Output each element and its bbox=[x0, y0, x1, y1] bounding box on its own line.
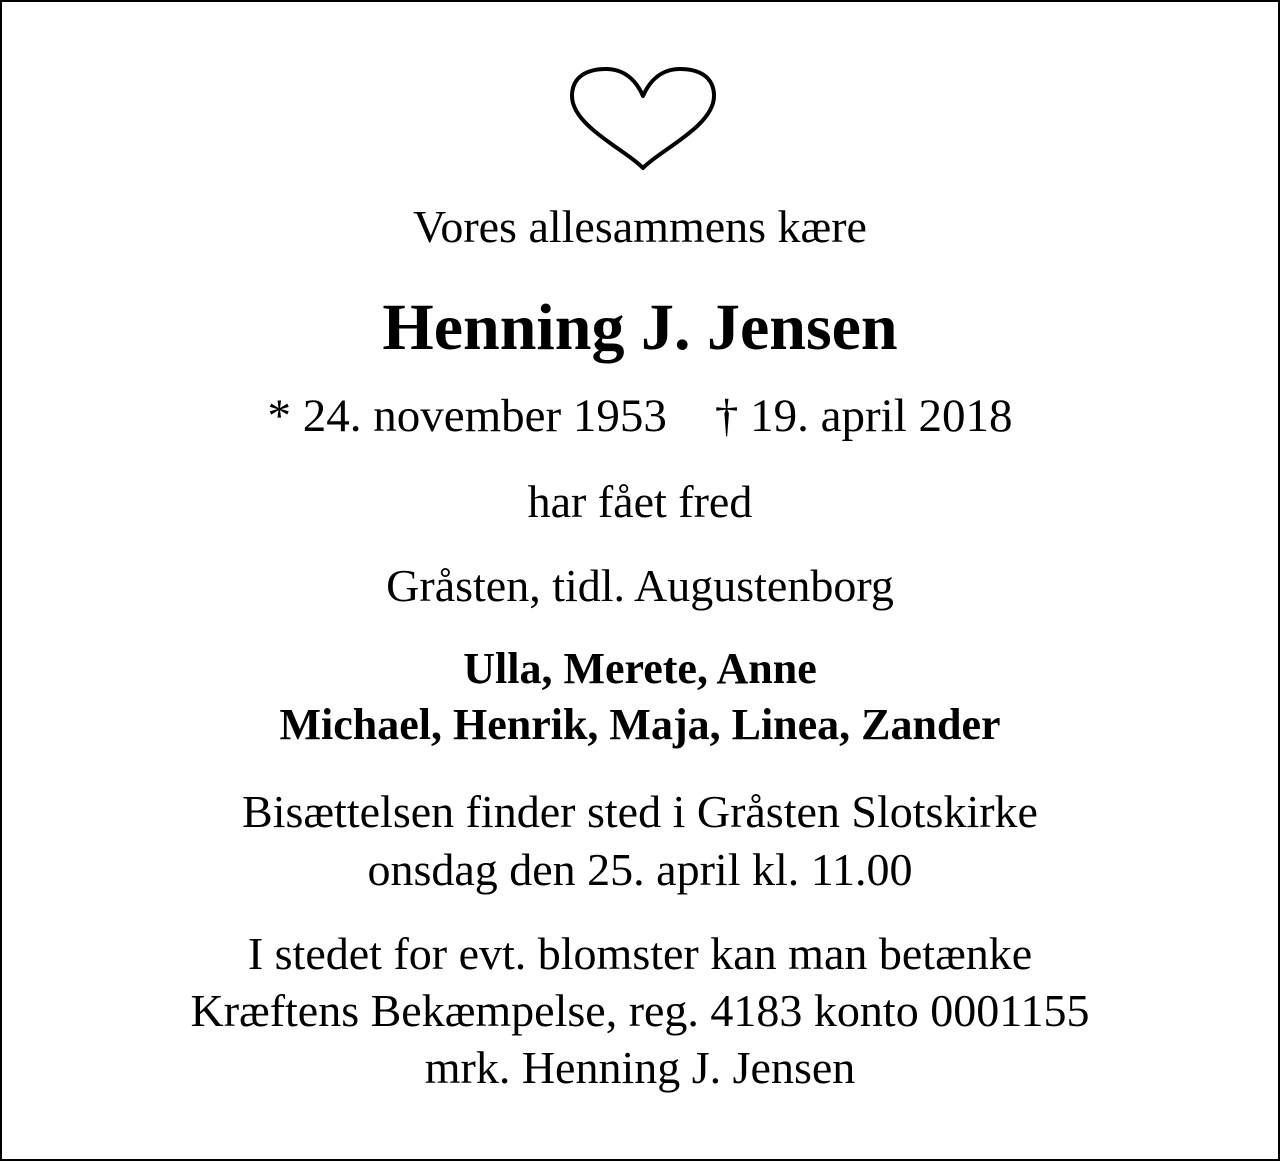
life-dates bbox=[2, 390, 1278, 442]
donation-info-line: mrk. Henning J. Jensen bbox=[424, 1042, 856, 1093]
passing-phrase: har fået fred bbox=[527, 476, 753, 527]
birth-date: * 24. november 1953 bbox=[267, 390, 667, 442]
heart-outline-icon bbox=[568, 66, 718, 176]
death-date: † 19. april 2018 bbox=[714, 390, 1013, 442]
funeral-info-line: Bisættelsen finder sted i Gråsten Slotskirke bbox=[242, 786, 1038, 837]
deceased-name: Henning J. Jensen bbox=[382, 291, 898, 364]
intro-text: Vores allesammens kære bbox=[413, 201, 867, 252]
family-line: Michael, Henrik, Maja, Linea, Zander bbox=[279, 700, 1001, 749]
funeral-info-line: onsdag den 25. april kl. 11.00 bbox=[367, 844, 913, 895]
residence-place: Gråsten, tidl. Augustenborg bbox=[386, 560, 894, 611]
donation-info-line: Kræftens Bekæmpelse, reg. 4183 konto 0001155 bbox=[190, 985, 1090, 1036]
donation-info-line: I stedet for evt. blomster kan man betænke bbox=[247, 928, 1033, 979]
family-line: Ulla, Merete, Anne bbox=[463, 644, 817, 693]
